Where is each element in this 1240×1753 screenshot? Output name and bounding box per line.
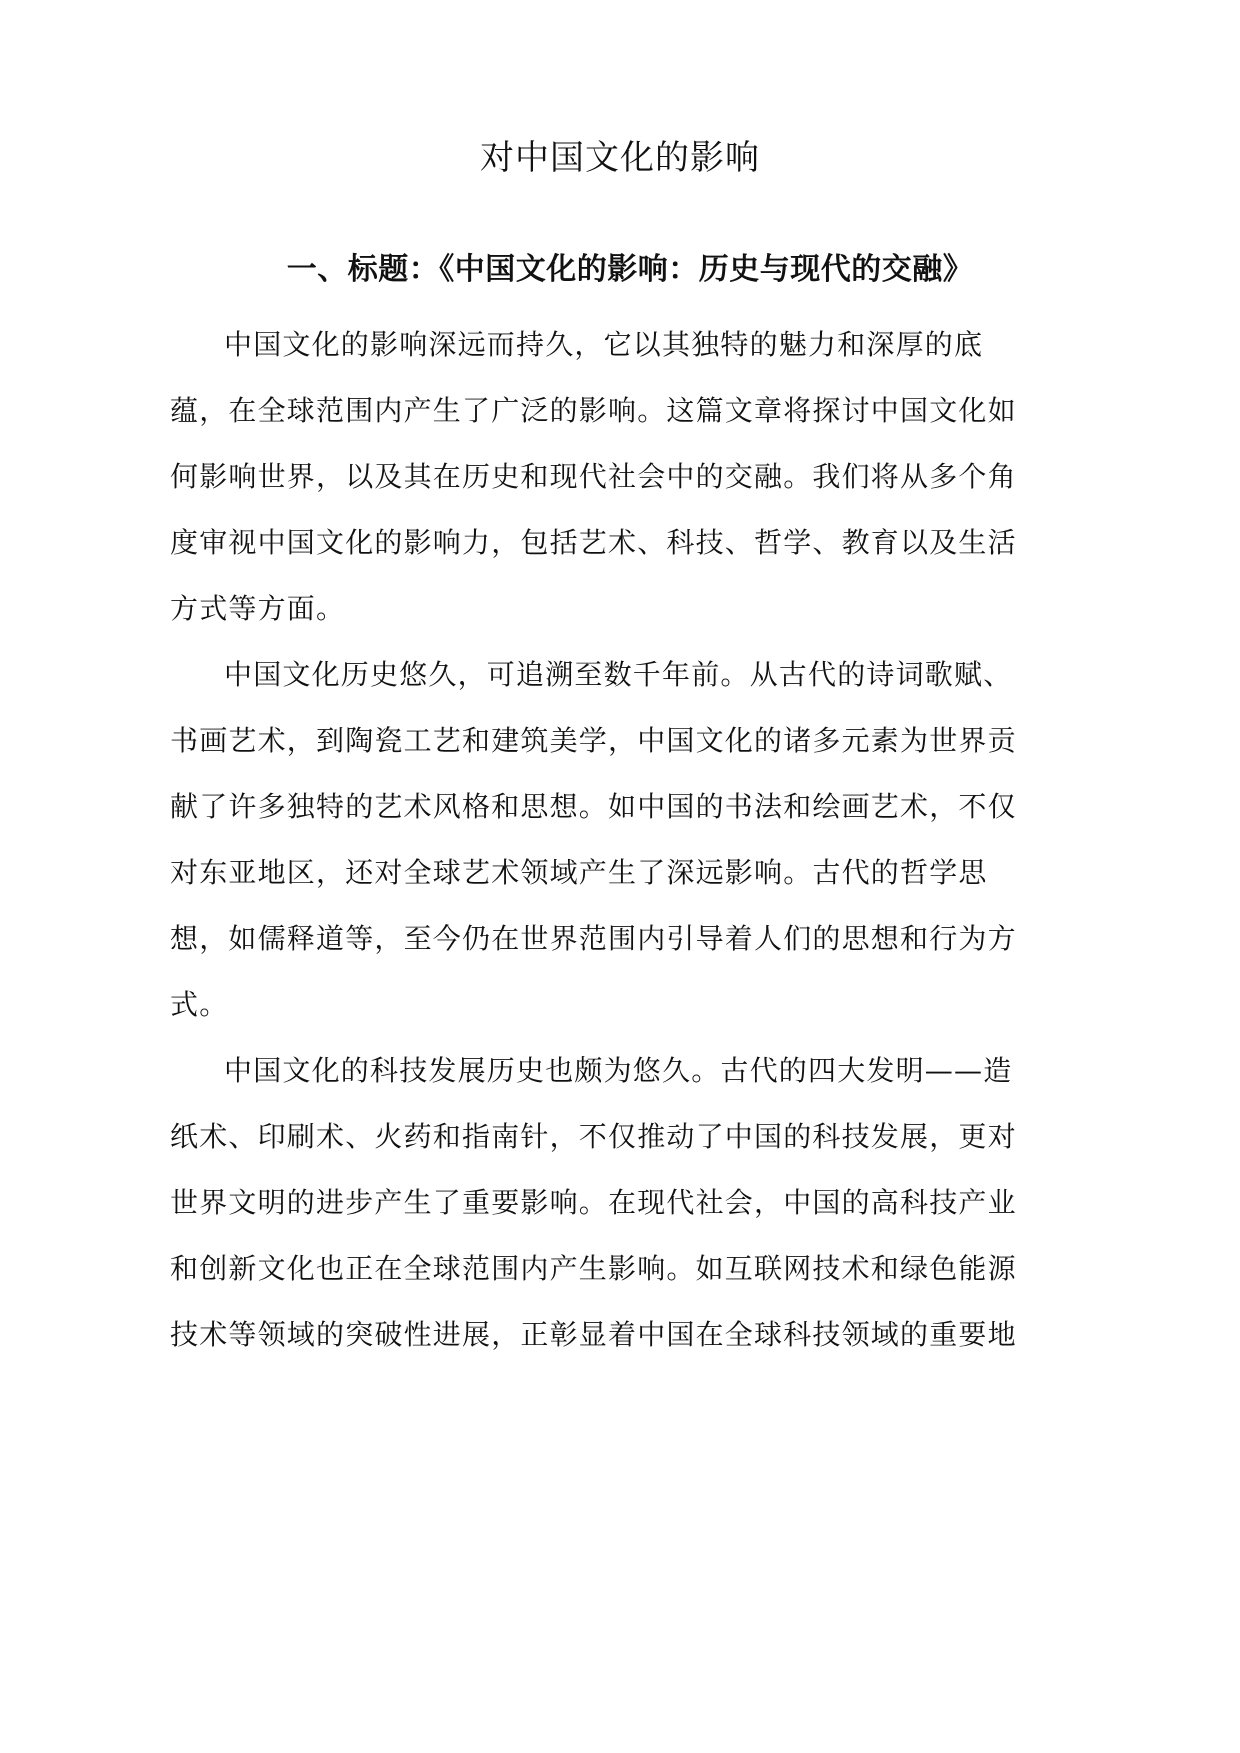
paragraph-line: 方式等方面。 <box>170 592 346 625</box>
paragraph-line: 世界文明的进步产生了重要影响。在现代社会，中国的高科技产业 <box>170 1186 1017 1219</box>
paragraph-line: 技术等领域的突破性进展，正彰显着中国在全球科技领域的重要地 <box>170 1318 1017 1351</box>
paragraph-line: 对东亚地区，还对全球艺术领域产生了深远影响。古代的哲学思 <box>170 856 988 889</box>
paragraph-line: 书画艺术，到陶瓷工艺和建筑美学，中国文化的诸多元素为世界贡 <box>170 724 1017 757</box>
paragraph-line: 纸术、印刷术、火药和指南针，不仅推动了中国的科技发展，更对 <box>170 1120 1017 1153</box>
paragraph-line: 蕴，在全球范围内产生了广泛的影响。这篇文章将探讨中国文化如 <box>170 394 1017 427</box>
paragraph-line: 式。 <box>170 988 229 1021</box>
paragraph-line: 度审视中国文化的影响力，包括艺术、科技、哲学、教育以及生活 <box>170 526 1017 559</box>
paragraph-line: 和创新文化也正在全球范围内产生影响。如互联网技术和绿色能源 <box>170 1252 1017 1285</box>
paragraph-line: 想，如儒释道等，至今仍在世界范围内引导着人们的思想和行为方 <box>170 922 1017 955</box>
paragraph-line: 中国文化历史悠久，可追溯至数千年前。从古代的诗词歌赋、 <box>224 658 1013 691</box>
paragraph-line: 中国文化的影响深远而持久，它以其独特的魅力和深厚的底 <box>224 328 984 361</box>
section-heading: 一、标题：《中国文化的影响：历史与现代的交融》 <box>286 252 974 287</box>
paragraph-line: 何影响世界，以及其在历史和现代社会中的交融。我们将从多个角 <box>170 460 1017 493</box>
paragraph-line: 中国文化的科技发展历史也颇为悠久。古代的四大发明——造 <box>224 1054 1013 1087</box>
paragraph-line: 献了许多独特的艺术风格和思想。如中国的书法和绘画艺术，不仅 <box>170 790 1017 823</box>
document-title: 对中国文化的影响 <box>480 138 760 178</box>
